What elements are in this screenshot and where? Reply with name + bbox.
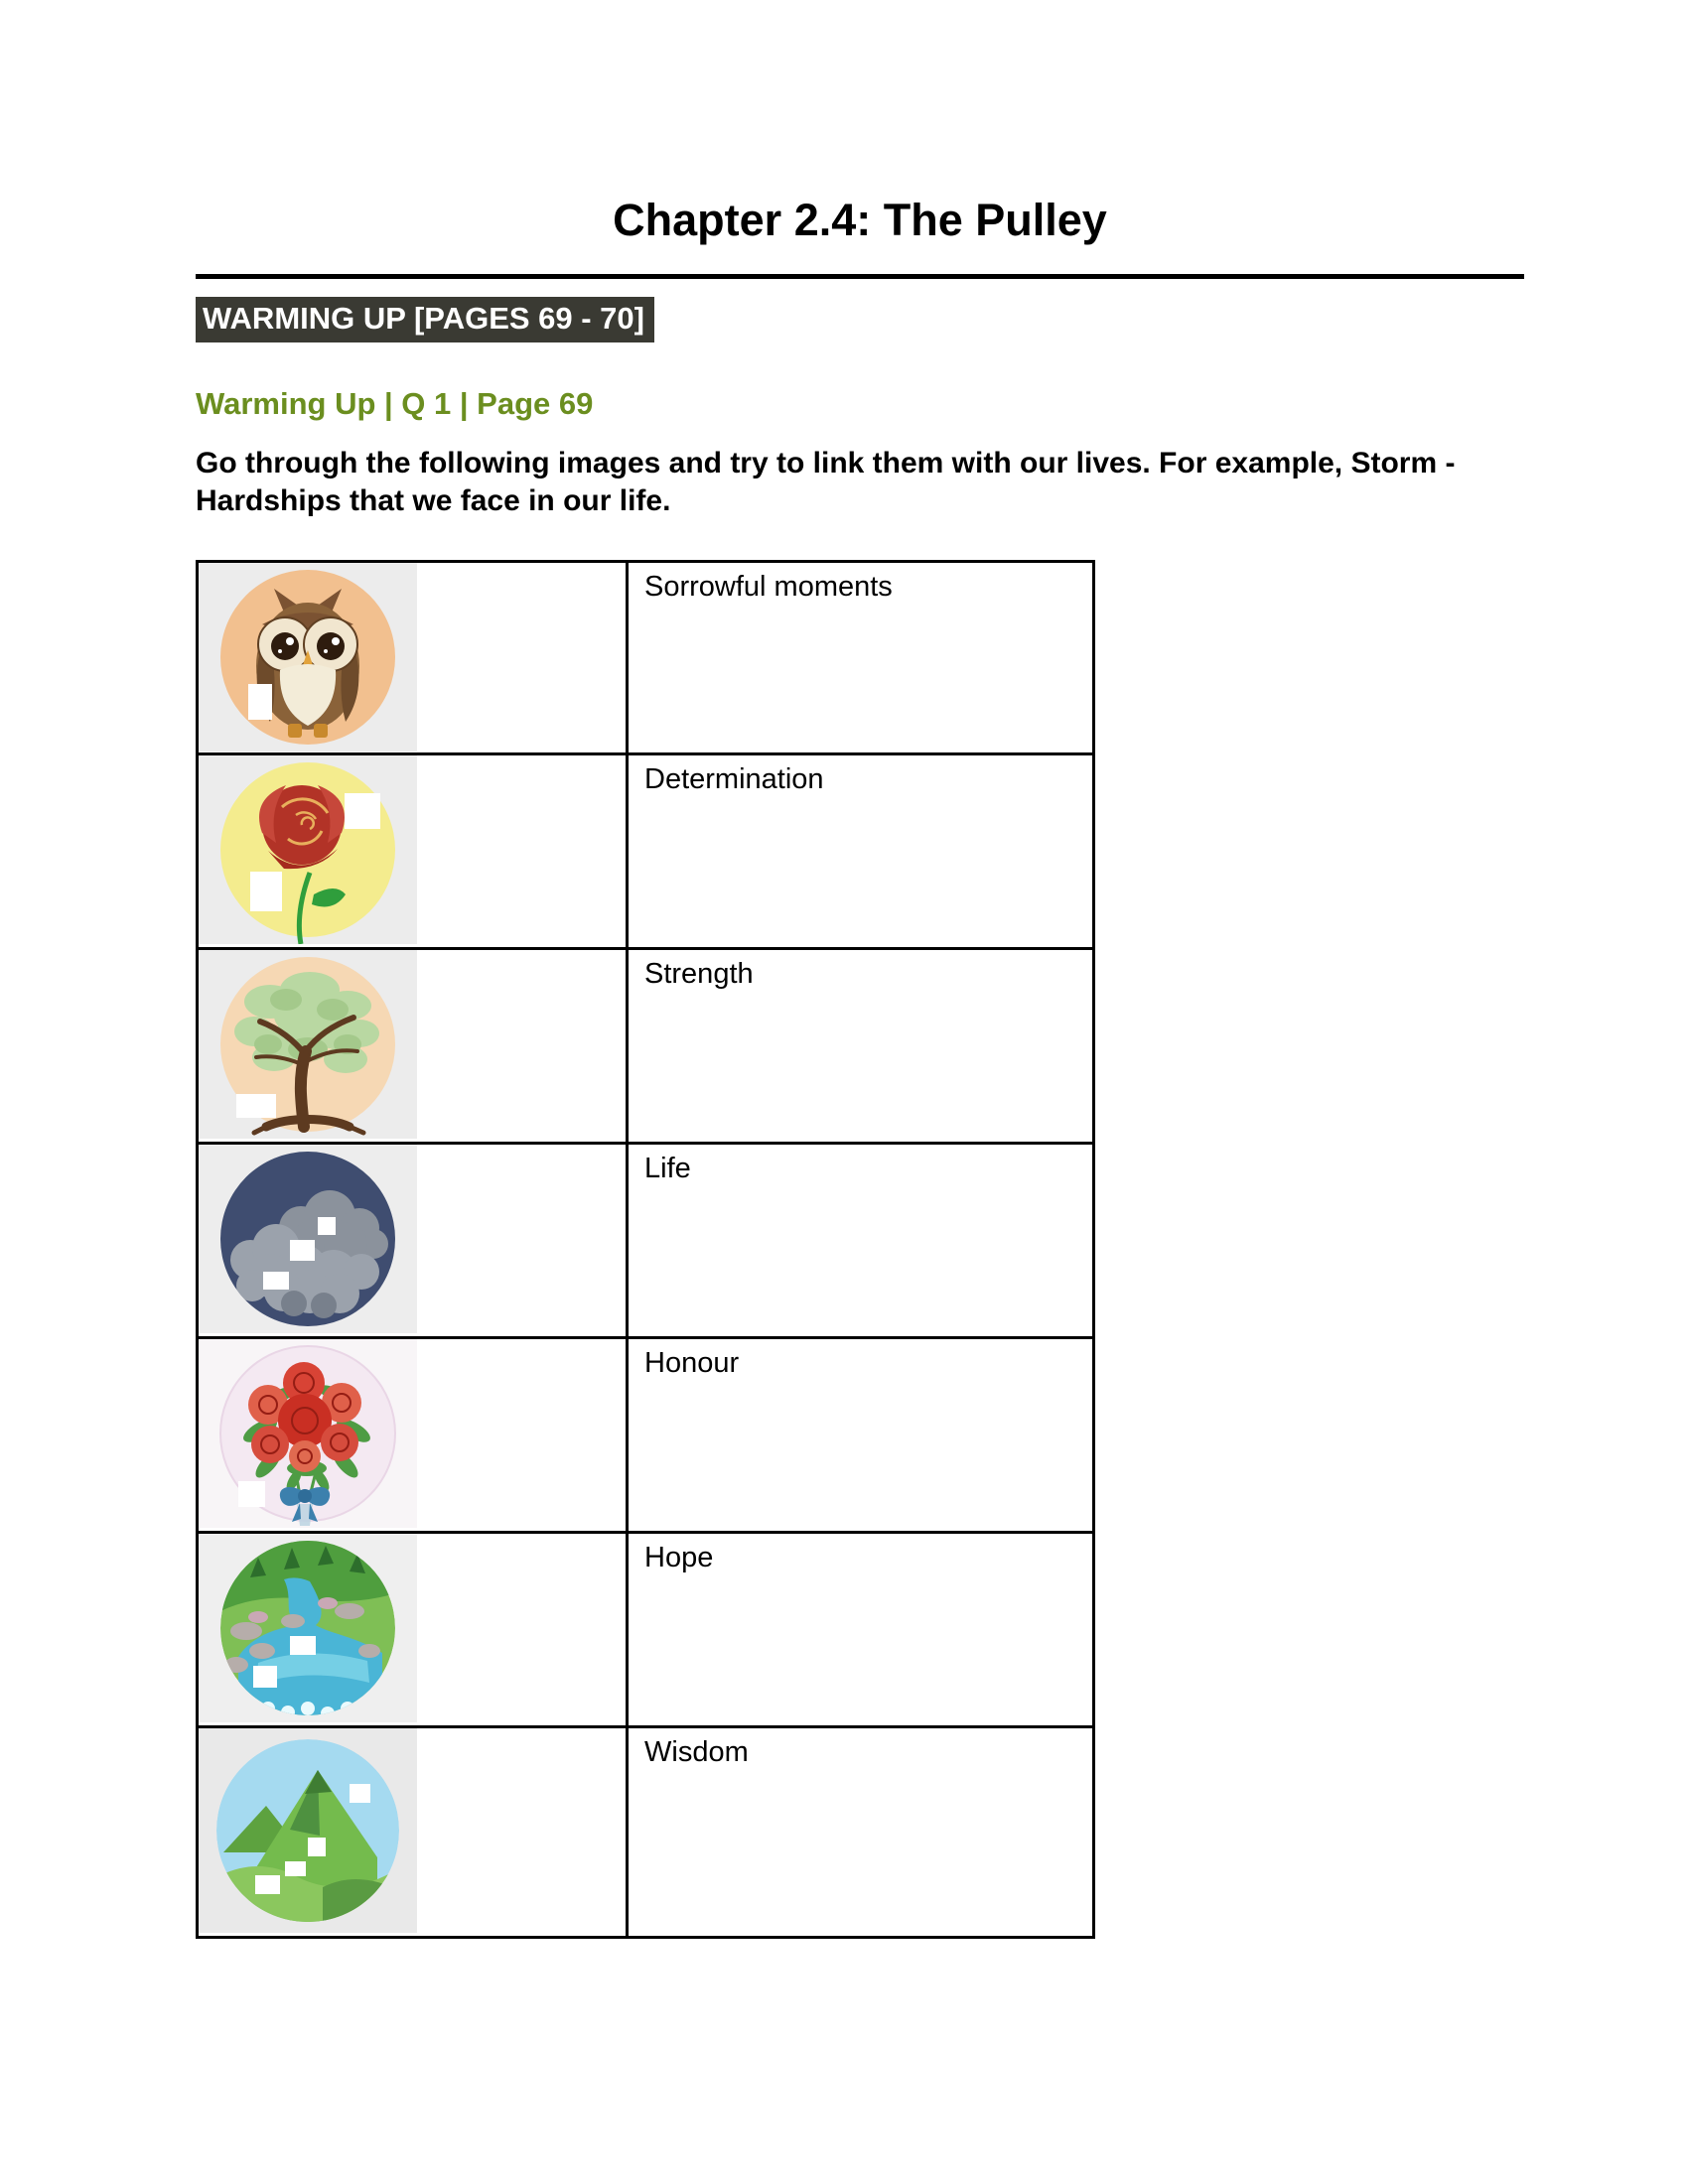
image-cell [198, 1338, 628, 1533]
label-cell [628, 1533, 1094, 1727]
table-row [198, 562, 1094, 754]
mountains-icon [199, 1728, 417, 1933]
association-label: Life [644, 1153, 691, 1185]
table-row [198, 1533, 1094, 1727]
table-row [198, 754, 1094, 949]
table-row [198, 1338, 1094, 1533]
image-cell [198, 949, 628, 1144]
tree-icon [199, 950, 417, 1139]
image-cell [198, 1144, 628, 1338]
storm-clouds-icon [199, 1145, 417, 1333]
label-cell [628, 1727, 1094, 1938]
label-cell [628, 754, 1094, 949]
owl-icon [199, 563, 417, 751]
association-label: Strength [644, 958, 754, 991]
label-cell [628, 949, 1094, 1144]
section-banner: WARMING UP [PAGES 69 - 70] [196, 297, 654, 342]
image-association-table [196, 560, 1095, 1939]
association-label: Honour [644, 1347, 740, 1380]
association-label: Sorrowful moments [644, 571, 893, 604]
table-row [198, 1144, 1094, 1338]
image-cell [198, 754, 628, 949]
question-text: Go through the following images and try to link them with our lives. For example, Storm - Hardships that we face in our life. [196, 447, 1456, 518]
table-row [198, 949, 1094, 1144]
association-label: Determination [644, 763, 824, 796]
table-row [198, 1727, 1094, 1938]
image-cell [198, 1533, 628, 1727]
label-cell [628, 1338, 1094, 1533]
rose-icon [199, 755, 417, 944]
river-stream-icon [199, 1534, 417, 1722]
association-label: Wisdom [644, 1736, 749, 1769]
rose-bouquet-icon [199, 1339, 417, 1528]
page-title: Chapter 2.4: The Pulley [613, 195, 1107, 245]
image-cell [198, 562, 628, 754]
association-label: Hope [644, 1542, 714, 1574]
label-cell [628, 1144, 1094, 1338]
label-cell [628, 562, 1094, 754]
image-cell [198, 1727, 628, 1938]
question-subheading: Warming Up | Q 1 | Page 69 [196, 385, 594, 421]
